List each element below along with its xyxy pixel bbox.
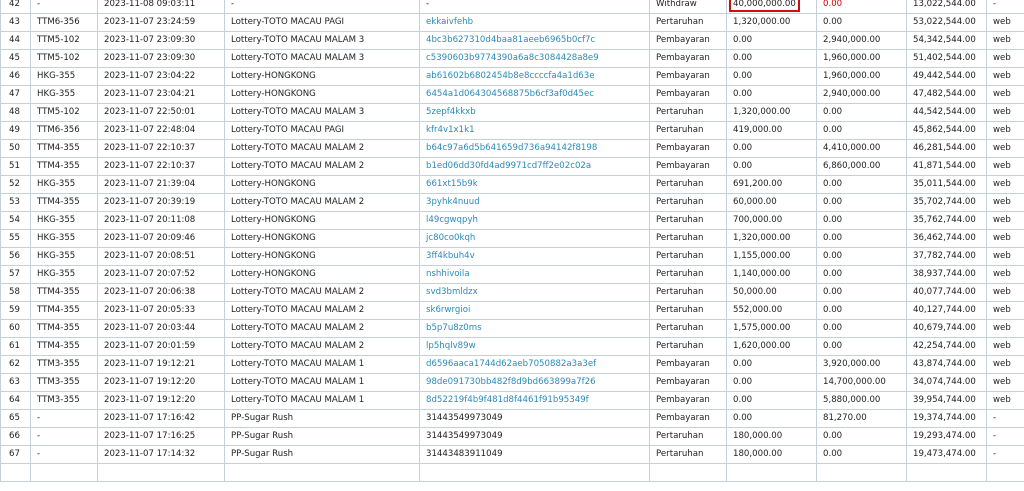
game-cell: Lottery-TOTO MACAU MALAM 2	[225, 320, 420, 338]
user-code-cell: -	[31, 410, 98, 428]
reference-link-cell: 31443483911049	[420, 446, 650, 464]
debit-amount-cell: 1,140,000.00	[727, 266, 817, 284]
table-row	[1, 302, 1024, 320]
user-code-cell: TTM4-355	[31, 302, 98, 320]
transaction-type-cell: Pembayaran	[650, 410, 727, 428]
user-code-cell: HKG-355	[31, 176, 98, 194]
credit-amount-cell: 14,700,000.00	[817, 374, 907, 392]
table-row	[1, 230, 1024, 248]
transaction-type-cell: Pertaruhan	[650, 122, 727, 140]
balance-cell: 39,954,744.00	[907, 392, 987, 410]
date-cell: 2023-11-07 21:39:04	[98, 176, 225, 194]
game-cell: Lottery-TOTO MACAU MALAM 3	[225, 104, 420, 122]
balance-cell: 51,402,544.00	[907, 50, 987, 68]
date-cell: 2023-11-08 09:03:11	[98, 0, 225, 14]
source-cell: web	[987, 248, 1024, 266]
balance-cell: 19,374,744.00	[907, 410, 987, 428]
credit-amount-cell: 81,270.00	[817, 410, 907, 428]
debit-amount-cell: 419,000.00	[727, 122, 817, 140]
table-row	[1, 50, 1024, 68]
date-cell: 2023-11-07 20:39:19	[98, 194, 225, 212]
transaction-type-cell: Pembayaran	[650, 392, 727, 410]
reference-link-cell[interactable]: 8d52219f4b9f481d8f4461f91b95349f	[420, 392, 650, 410]
table-row	[1, 464, 1024, 482]
user-code-cell: HKG-355	[31, 68, 98, 86]
row-number-cell: 52	[1, 176, 31, 194]
source-cell: web	[987, 230, 1024, 248]
credit-amount-cell: 0.00	[817, 176, 907, 194]
reference-link-cell[interactable]: 3ff4kbuh4v	[420, 248, 650, 266]
table-row	[1, 338, 1024, 356]
source-cell: web	[987, 140, 1024, 158]
balance-cell: 35,702,744.00	[907, 194, 987, 212]
balance-cell: 34,074,744.00	[907, 374, 987, 392]
row-number-cell: 46	[1, 68, 31, 86]
credit-amount-cell: 1,960,000.00	[817, 68, 907, 86]
row-number-cell: 56	[1, 248, 31, 266]
balance-cell: 43,874,744.00	[907, 356, 987, 374]
date-cell: 2023-11-07 20:03:44	[98, 320, 225, 338]
user-code-cell: TTM5-102	[31, 50, 98, 68]
table-row	[1, 212, 1024, 230]
transaction-type-cell: Pertaruhan	[650, 284, 727, 302]
table-row	[1, 122, 1024, 140]
debit-amount-cell	[727, 0, 817, 14]
table-row	[1, 374, 1024, 392]
game-cell: -	[225, 0, 420, 14]
user-code-cell: -	[31, 0, 98, 14]
row-number-cell: 59	[1, 302, 31, 320]
source-cell: -	[987, 428, 1024, 446]
game-cell: Lottery-HONGKONG	[225, 86, 420, 104]
transaction-type-cell: Pertaruhan	[650, 194, 727, 212]
row-number-cell: 61	[1, 338, 31, 356]
row-number-cell: 64	[1, 392, 31, 410]
credit-amount-cell: 0.00	[817, 230, 907, 248]
user-code-cell: TTM4-355	[31, 320, 98, 338]
credit-amount-cell: 0.00	[817, 0, 907, 14]
user-code-cell: -	[31, 428, 98, 446]
balance-cell: 44,542,544.00	[907, 104, 987, 122]
source-cell: web	[987, 302, 1024, 320]
balance-cell: 13,022,544.00	[907, 0, 987, 14]
transaction-type-cell: Pertaruhan	[650, 212, 727, 230]
reference-link-cell: -	[420, 0, 650, 14]
row-number-cell: 67	[1, 446, 31, 464]
credit-amount-cell: 0.00	[817, 104, 907, 122]
balance-cell: 35,011,544.00	[907, 176, 987, 194]
date-cell	[98, 464, 225, 482]
row-number-cell: 65	[1, 410, 31, 428]
credit-amount-cell: 5,880,000.00	[817, 392, 907, 410]
reference-link-cell[interactable]: jc80co0kqh	[420, 230, 650, 248]
source-cell: web	[987, 122, 1024, 140]
date-cell: 2023-11-07 20:08:51	[98, 248, 225, 266]
date-cell: 2023-11-07 17:16:42	[98, 410, 225, 428]
user-code-cell: TTM4-355	[31, 194, 98, 212]
user-code-cell: HKG-355	[31, 212, 98, 230]
row-number-cell: 44	[1, 32, 31, 50]
debit-amount-cell: 60,000.00	[727, 194, 817, 212]
balance-cell: 54,342,544.00	[907, 32, 987, 50]
transaction-type-cell: Pertaruhan	[650, 446, 727, 464]
source-cell: -	[987, 0, 1024, 14]
reference-link-cell[interactable]: lp5hqlv89w	[420, 338, 650, 356]
row-number-cell: 53	[1, 194, 31, 212]
transaction-type-cell: Withdraw	[650, 0, 727, 14]
game-cell: Lottery-TOTO MACAU MALAM 1	[225, 356, 420, 374]
credit-amount-cell: 0.00	[817, 248, 907, 266]
balance-cell: 35,762,744.00	[907, 212, 987, 230]
debit-amount-cell: 0.00	[727, 140, 817, 158]
date-cell: 2023-11-07 17:16:25	[98, 428, 225, 446]
debit-amount-cell: 691,200.00	[727, 176, 817, 194]
credit-amount-cell: 0.00	[817, 14, 907, 32]
date-cell: 2023-11-07 17:14:32	[98, 446, 225, 464]
transaction-type-cell: Pertaruhan	[650, 14, 727, 32]
row-number-cell: 42	[1, 0, 31, 14]
table-row	[1, 266, 1024, 284]
table-row	[1, 104, 1024, 122]
table-row	[1, 68, 1024, 86]
date-cell: 2023-11-07 23:09:30	[98, 50, 225, 68]
reference-link-cell[interactable]: b5p7u8z0ms	[420, 320, 650, 338]
debit-amount-cell: 700,000.00	[727, 212, 817, 230]
reference-link-cell[interactable]: kfr4v1x1k1	[420, 122, 650, 140]
reference-link-cell[interactable]: 3pyhk4nuud	[420, 194, 650, 212]
debit-amount-cell: 0.00	[727, 86, 817, 104]
transaction-type-cell: Pembayaran	[650, 158, 727, 176]
table-row	[1, 86, 1024, 104]
game-cell: PP-Sugar Rush	[225, 410, 420, 428]
debit-amount-cell: 1,320,000.00	[727, 14, 817, 32]
transaction-type-cell: Pembayaran	[650, 356, 727, 374]
date-cell: 2023-11-07 20:06:38	[98, 284, 225, 302]
date-cell: 2023-11-07 23:04:21	[98, 86, 225, 104]
user-code-cell: -	[31, 446, 98, 464]
transaction-type-cell: Pembayaran	[650, 50, 727, 68]
credit-amount-cell: 2,940,000.00	[817, 86, 907, 104]
debit-amount-cell: 1,620,000.00	[727, 338, 817, 356]
balance-cell: 36,462,744.00	[907, 230, 987, 248]
date-cell: 2023-11-07 22:48:04	[98, 122, 225, 140]
reference-link-cell[interactable]: b64c97a6d5b641659d736a94142f8198	[420, 140, 650, 158]
user-code-cell: TTM4-355	[31, 158, 98, 176]
game-cell: Lottery-TOTO MACAU MALAM 2	[225, 302, 420, 320]
table-row	[1, 140, 1024, 158]
user-code-cell: HKG-355	[31, 266, 98, 284]
transaction-type-cell: Pembayaran	[650, 374, 727, 392]
debit-amount-cell: 0.00	[727, 68, 817, 86]
reference-link-cell[interactable]: 98de091730bb482f8d9bd663899a7f26	[420, 374, 650, 392]
row-number-cell: 63	[1, 374, 31, 392]
credit-amount-cell: 0.00	[817, 446, 907, 464]
reference-link-cell[interactable]: ekkaivfehb	[420, 14, 650, 32]
credit-amount-cell: 0.00	[817, 266, 907, 284]
row-number-cell: 51	[1, 158, 31, 176]
game-cell: Lottery-TOTO MACAU MALAM 2	[225, 194, 420, 212]
credit-amount-cell: 6,860,000.00	[817, 158, 907, 176]
user-code-cell: HKG-355	[31, 230, 98, 248]
source-cell: web	[987, 50, 1024, 68]
date-cell: 2023-11-07 23:24:59	[98, 14, 225, 32]
user-code-cell: HKG-355	[31, 248, 98, 266]
balance-cell: 19,473,474.00	[907, 446, 987, 464]
source-cell: web	[987, 338, 1024, 356]
transaction-type-cell: Pembayaran	[650, 140, 727, 158]
row-number-cell: 60	[1, 320, 31, 338]
date-cell: 2023-11-07 22:50:01	[98, 104, 225, 122]
user-code-cell: TTM6-356	[31, 122, 98, 140]
game-cell: Lottery-HONGKONG	[225, 68, 420, 86]
balance-cell: 47,482,544.00	[907, 86, 987, 104]
balance-cell: 40,077,744.00	[907, 284, 987, 302]
transaction-type-cell: Pembayaran	[650, 86, 727, 104]
debit-amount-cell: 180,000.00	[727, 446, 817, 464]
balance-cell: 37,782,744.00	[907, 248, 987, 266]
source-cell: web	[987, 266, 1024, 284]
reference-link-cell[interactable]: 4bc3b627310d4baa81aeeb6965b0cf7c	[420, 32, 650, 50]
table-row	[1, 284, 1024, 302]
debit-amount-cell: 50,000.00	[727, 284, 817, 302]
credit-amount-cell	[817, 464, 907, 482]
date-cell: 2023-11-07 22:10:37	[98, 158, 225, 176]
transaction-type-cell: Pertaruhan	[650, 230, 727, 248]
source-cell: web	[987, 212, 1024, 230]
debit-amount-cell: 1,575,000.00	[727, 320, 817, 338]
transaction-type-cell: Pertaruhan	[650, 302, 727, 320]
debit-amount-cell: 180,000.00	[727, 428, 817, 446]
date-cell: 2023-11-07 20:09:46	[98, 230, 225, 248]
source-cell: web	[987, 284, 1024, 302]
source-cell: web	[987, 320, 1024, 338]
credit-amount-cell: 0.00	[817, 284, 907, 302]
user-code-cell: TTM3-355	[31, 374, 98, 392]
game-cell: Lottery-HONGKONG	[225, 176, 420, 194]
debit-amount-cell: 0.00	[727, 356, 817, 374]
reference-link-cell[interactable]: c5390603b9774390a6a8c3084428a8e9	[420, 50, 650, 68]
reference-link-cell[interactable]: svd3bmldzx	[420, 284, 650, 302]
balance-cell: 42,254,744.00	[907, 338, 987, 356]
balance-cell: 38,937,744.00	[907, 266, 987, 284]
row-number-cell: 57	[1, 266, 31, 284]
game-cell: Lottery-TOTO MACAU MALAM 2	[225, 338, 420, 356]
game-cell: Lottery-HONGKONG	[225, 212, 420, 230]
source-cell: web	[987, 158, 1024, 176]
user-code-cell	[31, 464, 98, 482]
transaction-type-cell: Pertaruhan	[650, 176, 727, 194]
reference-link-cell: 31443549973049	[420, 410, 650, 428]
user-code-cell: TTM4-355	[31, 338, 98, 356]
row-number-cell: 48	[1, 104, 31, 122]
table-row	[1, 320, 1024, 338]
row-number-cell: 49	[1, 122, 31, 140]
credit-amount-cell: 3,920,000.00	[817, 356, 907, 374]
date-cell: 2023-11-07 20:05:33	[98, 302, 225, 320]
user-code-cell: TTM3-355	[31, 392, 98, 410]
credit-amount-cell: 0.00	[817, 194, 907, 212]
game-cell: Lottery-HONGKONG	[225, 248, 420, 266]
table-row	[1, 356, 1024, 374]
credit-amount-cell: 0.00	[817, 122, 907, 140]
table-row	[1, 14, 1024, 32]
highlighted-withdraw-amount: 40,000,000.00	[729, 0, 800, 12]
game-cell: Lottery-TOTO MACAU MALAM 1	[225, 374, 420, 392]
credit-amount-cell: 4,410,000.00	[817, 140, 907, 158]
user-code-cell: TTM4-355	[31, 140, 98, 158]
debit-amount-cell: 1,320,000.00	[727, 104, 817, 122]
game-cell: PP-Sugar Rush	[225, 446, 420, 464]
game-cell: Lottery-TOTO MACAU MALAM 3	[225, 32, 420, 50]
user-code-cell: TTM3-355	[31, 356, 98, 374]
user-code-cell: TTM6-356	[31, 14, 98, 32]
transaction-type-cell: Pertaruhan	[650, 428, 727, 446]
source-cell: web	[987, 356, 1024, 374]
credit-amount-cell: 2,940,000.00	[817, 32, 907, 50]
balance-cell: 41,871,544.00	[907, 158, 987, 176]
transaction-type-cell: Pembayaran	[650, 32, 727, 50]
row-number-cell: 54	[1, 212, 31, 230]
debit-amount-cell: 0.00	[727, 392, 817, 410]
reference-link-cell[interactable]: 5zepf4kkxb	[420, 104, 650, 122]
table-row	[1, 392, 1024, 410]
transaction-type-cell	[650, 464, 727, 482]
row-number-cell: 43	[1, 14, 31, 32]
table-row	[1, 194, 1024, 212]
table-row	[1, 158, 1024, 176]
row-number-cell: 47	[1, 86, 31, 104]
debit-amount-cell: 0.00	[727, 50, 817, 68]
credit-amount-cell: 1,960,000.00	[817, 50, 907, 68]
table-row	[1, 0, 1024, 14]
credit-amount-cell: 0.00	[817, 428, 907, 446]
table-row	[1, 410, 1024, 428]
transaction-type-cell: Pertaruhan	[650, 338, 727, 356]
balance-cell: 19,293,474.00	[907, 428, 987, 446]
reference-link-cell[interactable]: 6454a1d064304568875b6cf3af0d45ec	[420, 86, 650, 104]
balance-cell: 53,022,544.00	[907, 14, 987, 32]
source-cell: web	[987, 176, 1024, 194]
row-number-cell: 45	[1, 50, 31, 68]
table-row	[1, 446, 1024, 464]
reference-link-cell[interactable]: nshhivoila	[420, 266, 650, 284]
row-number-cell: 62	[1, 356, 31, 374]
source-cell: web	[987, 374, 1024, 392]
balance-cell: 49,442,544.00	[907, 68, 987, 86]
debit-amount-cell: 0.00	[727, 158, 817, 176]
reference-link-cell[interactable]: sk6rwrgioi	[420, 302, 650, 320]
date-cell: 2023-11-07 22:10:37	[98, 140, 225, 158]
transaction-type-cell: Pertaruhan	[650, 104, 727, 122]
debit-amount-cell: 0.00	[727, 374, 817, 392]
game-cell: Lottery-TOTO MACAU MALAM 2	[225, 284, 420, 302]
table-row	[1, 248, 1024, 266]
reference-link-cell[interactable]: ab61602b6802454b8e8ccccfa4a1d63e	[420, 68, 650, 86]
date-cell: 2023-11-07 23:09:30	[98, 32, 225, 50]
debit-amount-cell	[727, 464, 817, 482]
game-cell: Lottery-HONGKONG	[225, 230, 420, 248]
game-cell: Lottery-TOTO MACAU MALAM 2	[225, 140, 420, 158]
row-number-cell	[1, 464, 31, 482]
game-cell: PP-Sugar Rush	[225, 428, 420, 446]
user-code-cell: HKG-355	[31, 86, 98, 104]
game-cell	[225, 464, 420, 482]
game-cell: Lottery-TOTO MACAU MALAM 2	[225, 158, 420, 176]
user-code-cell: TTM4-355	[31, 284, 98, 302]
row-number-cell: 55	[1, 230, 31, 248]
balance-cell: 45,862,544.00	[907, 122, 987, 140]
source-cell: web	[987, 14, 1024, 32]
game-cell: Lottery-TOTO MACAU MALAM 1	[225, 392, 420, 410]
date-cell: 2023-11-07 23:04:22	[98, 68, 225, 86]
credit-amount-cell: 0.00	[817, 212, 907, 230]
transaction-type-cell: Pertaruhan	[650, 248, 727, 266]
user-code-cell: TTM5-102	[31, 104, 98, 122]
credit-amount-cell: 0.00	[817, 320, 907, 338]
source-cell: web	[987, 32, 1024, 50]
transaction-type-cell: Pertaruhan	[650, 266, 727, 284]
source-cell: web	[987, 86, 1024, 104]
source-cell: -	[987, 410, 1024, 428]
date-cell: 2023-11-07 19:12:20	[98, 374, 225, 392]
balance-cell	[907, 464, 987, 482]
transaction-type-cell: Pembayaran	[650, 68, 727, 86]
credit-amount-cell: 0.00	[817, 302, 907, 320]
debit-amount-cell: 1,155,000.00	[727, 248, 817, 266]
row-number-cell: 58	[1, 284, 31, 302]
date-cell: 2023-11-07 19:12:20	[98, 392, 225, 410]
debit-amount-cell: 0.00	[727, 32, 817, 50]
reference-link-cell	[420, 464, 650, 482]
game-cell: Lottery-TOTO MACAU PAGI	[225, 14, 420, 32]
transaction-type-cell: Pertaruhan	[650, 320, 727, 338]
table-row	[1, 32, 1024, 50]
reference-link-cell: 31443549973049	[420, 428, 650, 446]
source-cell: web	[987, 104, 1024, 122]
source-cell	[987, 464, 1024, 482]
source-cell: web	[987, 392, 1024, 410]
reference-link-cell[interactable]: b1ed06dd30fd4ad9971cd7ff2e02c02a	[420, 158, 650, 176]
balance-cell: 40,127,744.00	[907, 302, 987, 320]
user-code-cell: TTM5-102	[31, 32, 98, 50]
reference-link-cell[interactable]: 661xt15b9k	[420, 176, 650, 194]
balance-cell: 46,281,544.00	[907, 140, 987, 158]
source-cell: -	[987, 446, 1024, 464]
debit-amount-cell: 552,000.00	[727, 302, 817, 320]
game-cell: Lottery-TOTO MACAU MALAM 3	[225, 50, 420, 68]
debit-amount-cell: 0.00	[727, 410, 817, 428]
source-cell: web	[987, 194, 1024, 212]
row-number-cell: 50	[1, 140, 31, 158]
credit-amount-cell: 0.00	[817, 338, 907, 356]
source-cell: web	[987, 68, 1024, 86]
reference-link-cell[interactable]: d6596aaca1744d62aeb7050882a3a3ef	[420, 356, 650, 374]
transaction-table-body	[1, 0, 1024, 481]
balance-cell: 40,679,744.00	[907, 320, 987, 338]
date-cell: 2023-11-07 19:12:21	[98, 356, 225, 374]
table-row	[1, 176, 1024, 194]
table-row	[1, 428, 1024, 446]
date-cell: 2023-11-07 20:01:59	[98, 338, 225, 356]
date-cell: 2023-11-07 20:07:52	[98, 266, 225, 284]
game-cell: Lottery-HONGKONG	[225, 266, 420, 284]
game-cell: Lottery-TOTO MACAU PAGI	[225, 122, 420, 140]
reference-link-cell[interactable]: l49cgwqpyh	[420, 212, 650, 230]
row-number-cell: 66	[1, 428, 31, 446]
date-cell: 2023-11-07 20:11:08	[98, 212, 225, 230]
debit-amount-cell: 1,320,000.00	[727, 230, 817, 248]
